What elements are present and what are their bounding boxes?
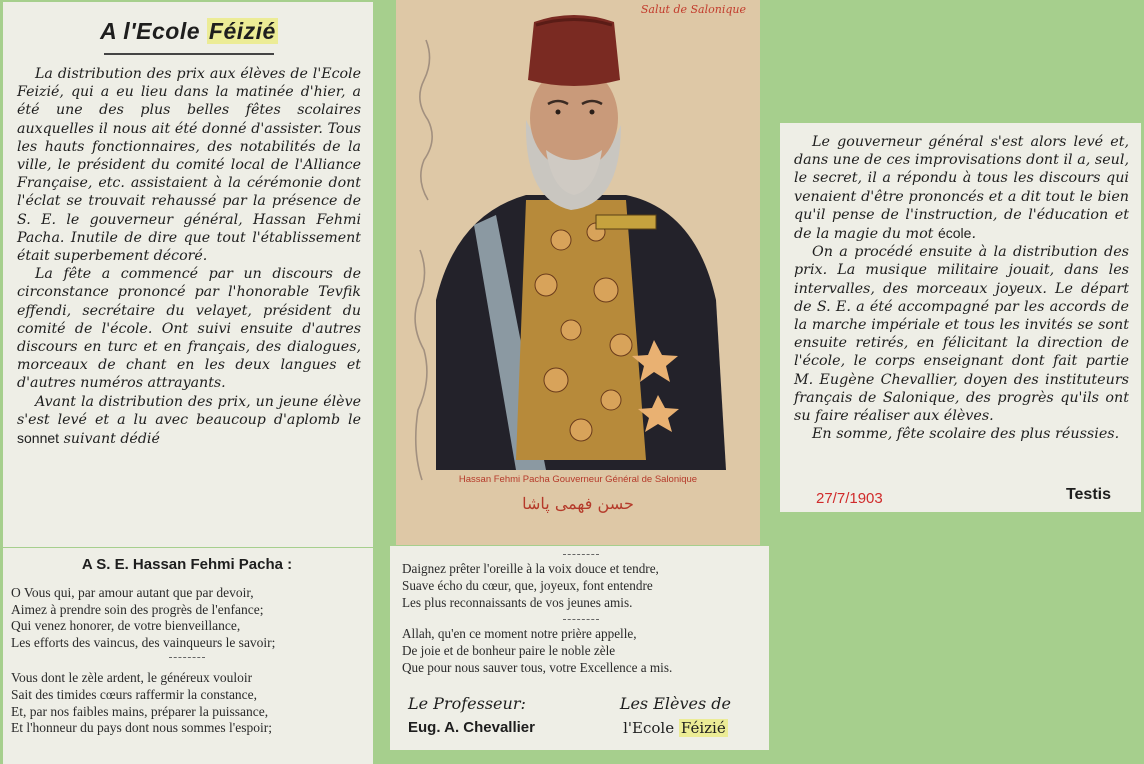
article-end-paragraph-2: On a procédé ensuite à la distribution des prix. La musique militaire jouait, dans les intervalles, des morceaux joyeux. Le départ de S. E. a été accompagné par les accords de la marche impériale et tous les invités se sont ensuite retirés, en félicitant la direction de l'école, le corps enseignant dont fait partie M. Eugène Chevallier, doyen des instituteurs français de Salonique, des progrès qu'ils ont su faire réaliser aux élèves.	[794, 244, 1129, 425]
verse-line: Qui venez honorer, de votre bienveillance,	[11, 618, 241, 634]
postcard-caption-bottom: Hassan Fehmi Pacha Gouverneur Général de Salonique	[458, 474, 698, 485]
article-paragraph-3: Avant la distribution des prix, un jeune élève s'est levé et a lu avec beaucoup d'aplomb le sonnet suivant dédié	[17, 393, 361, 448]
article-end-paragraph-1: Le gouverneur général s'est alors levé et, dans une de ces improvisations dont il a, seul, le secret, il a répondu à tous les discours qui venaient d'être prononcés et a dit tout le bien qu'il pense de l'instruction, de l'éducation et de la magie du mot école.	[794, 134, 1129, 243]
sonnet-clipping	[3, 548, 373, 764]
verse-line: Aimez à prendre soin des progrès de l'enfance;	[11, 601, 264, 617]
ornament-divider	[104, 53, 274, 55]
verse-line: Les efforts des vaincus, des vainqueurs le savoir;	[11, 634, 276, 650]
article-title	[17, 18, 361, 45]
verse-line: Sait des timides cœurs raffermir la constance,	[11, 686, 258, 702]
article-date: 27/7/1903	[816, 490, 883, 507]
professor-role: Le Professeur:	[408, 694, 526, 713]
ecole-word: école	[937, 225, 972, 242]
verse-line: Allah, qu'en ce moment notre prière appelle,	[402, 626, 637, 642]
stanza-divider	[563, 554, 599, 555]
students-school: l'Ecole Féizié	[623, 719, 726, 737]
title-prefix: A l'Ecole	[100, 18, 201, 44]
verse-line: Suave écho du cœur, que, joyeux, font entendre	[402, 577, 653, 593]
verse-line: Daignez prêter l'oreille à la voix douce et tendre,	[402, 561, 659, 576]
verse-line: De joie et de bonheur paire le noble zèle	[402, 643, 616, 659]
stanza-divider	[563, 619, 599, 620]
postcard-caption-top: Salut de Salonique	[640, 3, 746, 16]
signature-students	[620, 694, 731, 737]
sonnet-continuation-clipping	[390, 546, 769, 750]
sonnet-stanza-2	[11, 670, 363, 736]
school-highlight: Féizié	[680, 719, 726, 737]
sonnet-stanza-1	[11, 585, 363, 651]
article-clipping	[3, 2, 373, 547]
title-highlight: Féizié	[208, 18, 276, 44]
verse-line: O Vous qui, par amour autant que par devoir,	[11, 585, 254, 600]
verse-line: Les plus reconnaissants de vos jeunes amis.	[402, 594, 633, 610]
postcard-portrait	[396, 0, 760, 545]
sonnet-heading: A S. E. Hassan Fehmi Pacha :	[81, 556, 293, 573]
stanza-divider	[169, 657, 205, 658]
verse-line: Et, par nos faibles mains, préparer la puissance,	[11, 703, 269, 719]
article-footer	[780, 486, 1141, 512]
sonnet-word: sonnet	[17, 430, 60, 447]
professor-name: Eug. A. Chevallier	[408, 719, 535, 736]
verse-line: Et l'honneur du pays dont nous sommes l'espoir;	[11, 720, 272, 736]
students-role: Les Elèves de	[619, 694, 731, 713]
portrait-illustration	[396, 0, 760, 470]
article-body	[17, 65, 361, 448]
verse-line: Que pour nous sauver tous, votre Excellence a mis.	[402, 659, 673, 675]
sonnet-stanza-4	[402, 626, 759, 676]
verse-line: Vous dont le zèle ardent, le généreux vouloir	[11, 670, 253, 686]
article-end-body	[794, 133, 1129, 443]
article-author: Testis	[1065, 486, 1111, 503]
article-end-clipping	[780, 123, 1141, 512]
arabic-signature: حسن فهمی پاشا	[522, 494, 634, 513]
article-paragraph-2: La fête a commencé par un discours de circonstance prononcé par l'honorable Tevfik effendi, secrétaire du velayet, président du comité de l'école. Ont suivi ensuite d'autres discours en turc et en français, des dialogues, morceaux de chant en les deux langues et d'autres numéros attrayants.	[17, 266, 361, 392]
article-paragraph-1: La distribution des prix aux élèves de l'Ecole Feizié, qui a eu lieu dans la matinée d'hier, a été une des plus belles fêtes scolaires auxquelles il nous ait été donné d'assister. Tous les hauts fonctionnaires, des notabilités de la ville, le président du comité local de l'Alliance Française, etc. assistaient à la cérémonie dont l'éclat se trouvait rehaussé par la présence de S. E. le gouverneur général, Hassan Fehmi Pacha. Inutile de dire que tout l'établissement était superbement décoré.	[17, 66, 361, 265]
signature-professor	[408, 694, 535, 736]
sonnet-stanza-3	[402, 561, 759, 611]
article-end-paragraph-3: En somme, fête scolaire des plus réussies.	[812, 426, 1120, 443]
